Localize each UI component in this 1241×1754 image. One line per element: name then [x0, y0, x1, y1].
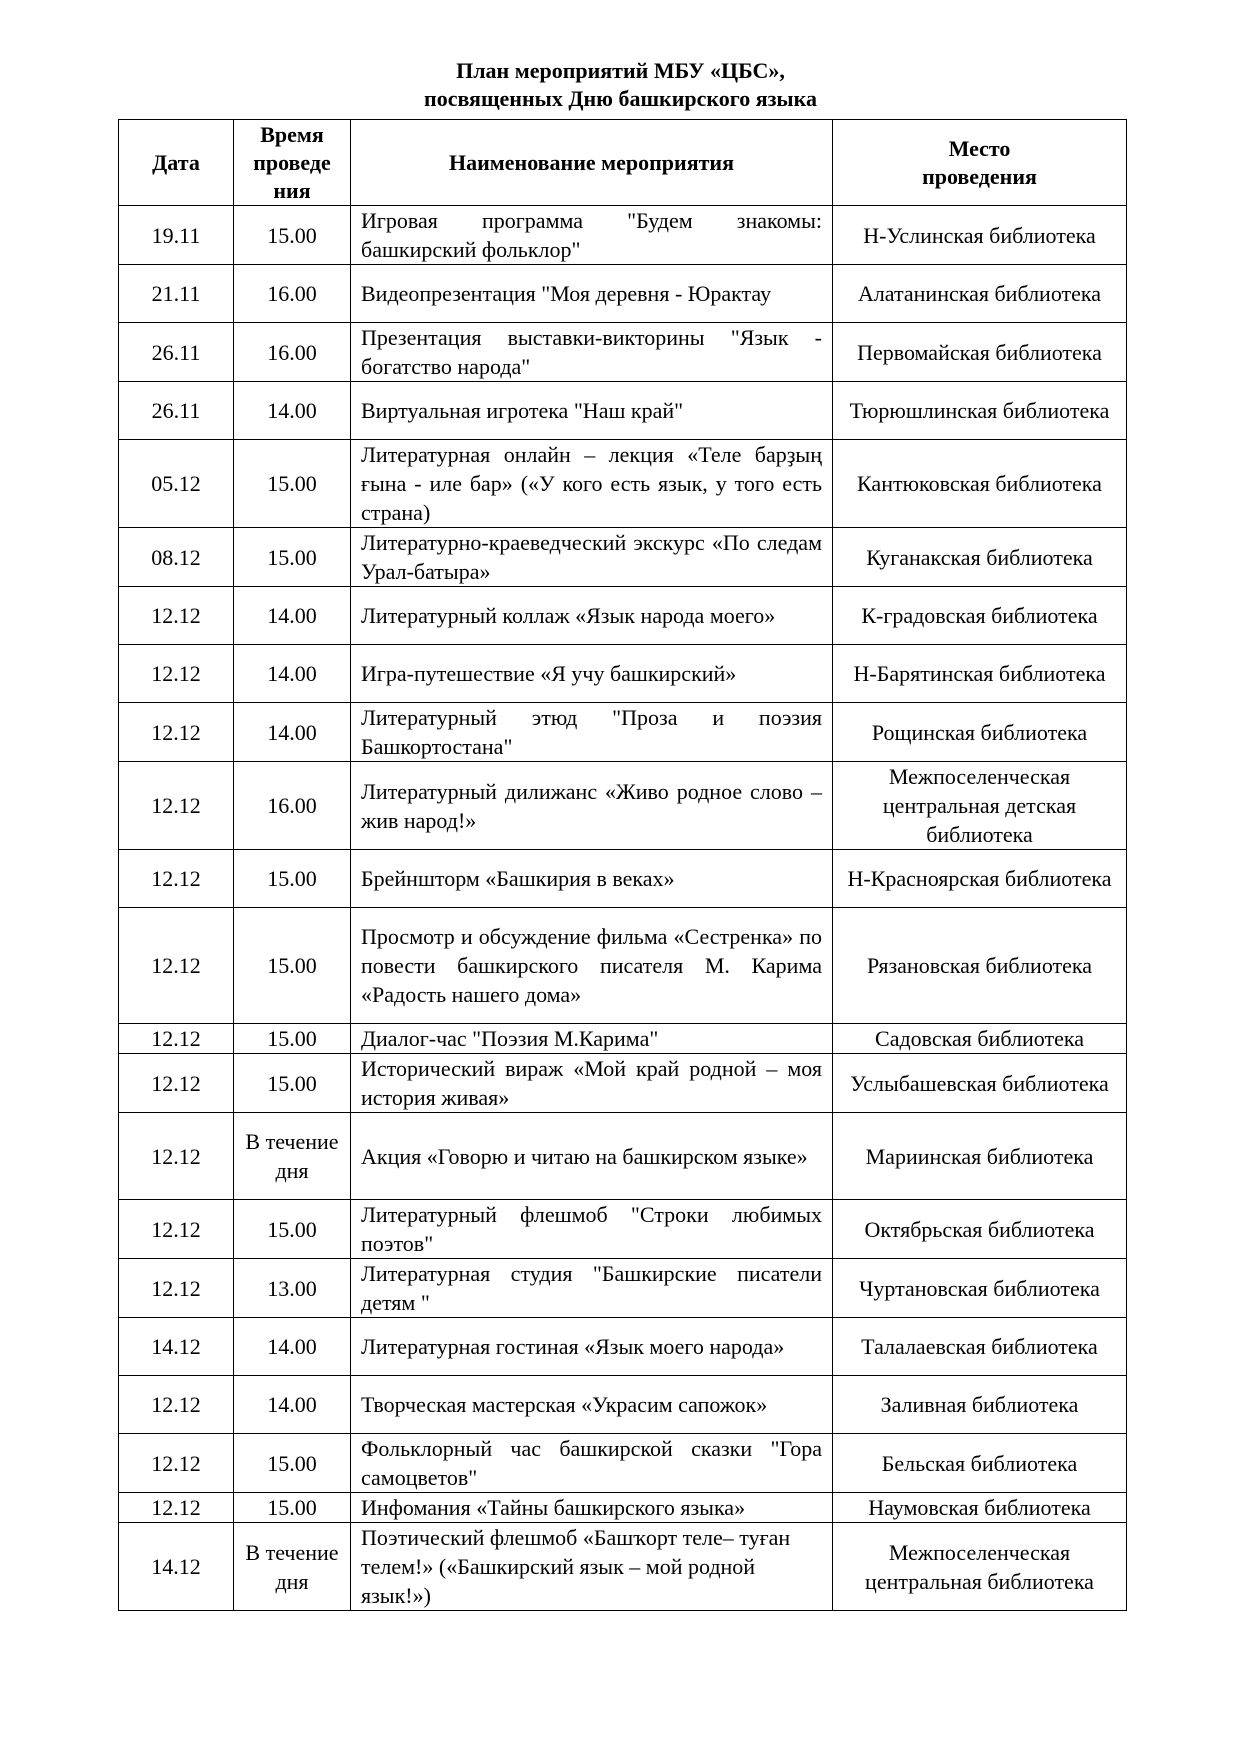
table-row — [119, 908, 1127, 1024]
cell-date: 12.12 — [119, 762, 234, 850]
cell-place: Куганакская библиотека — [833, 528, 1127, 587]
cell-time: 15.00 — [234, 850, 351, 908]
cell-event-name: Диалог-час "Поэзия М.Карима" — [351, 1024, 833, 1054]
table-row — [119, 1493, 1127, 1523]
cell-event-name: Литературная гостиная «Язык моего народа» — [351, 1318, 833, 1376]
table-row — [119, 1259, 1127, 1318]
cell-event-name: Поэтический флешмоб «Башҡорт теле– туған телем!» («Башкирский язык – мой родной язык!») — [351, 1523, 833, 1611]
cell-date: 12.12 — [119, 850, 234, 908]
cell-event-name: Инфомания «Тайны башкирского языка» — [351, 1493, 833, 1523]
cell-time: 14.00 — [234, 703, 351, 762]
cell-event-name: Просмотр и обсуждение фильма «Сестренка» по повести башкирского писателя М. Карима «Радость нашего дома» — [351, 908, 833, 1024]
table-row — [119, 703, 1127, 762]
cell-event-name: Видеопрезентация "Моя деревня - Юрактау — [351, 265, 833, 323]
cell-event-name: Литературно-краеведческий экскурс «По следам Урал-батыра» — [351, 528, 833, 587]
cell-event-name: Исторический вираж «Мой край родной – моя история живая» — [351, 1054, 833, 1113]
cell-date: 12.12 — [119, 1024, 234, 1054]
cell-place: Бельская библиотека — [833, 1434, 1127, 1493]
table-row — [119, 265, 1127, 323]
cell-time: 15.00 — [234, 1200, 351, 1259]
table-row — [119, 206, 1127, 265]
document-title — [0, 57, 1241, 113]
cell-time: 15.00 — [234, 1493, 351, 1523]
cell-place: Н-Барятинская библиотека — [833, 645, 1127, 703]
cell-place: Октябрьская библиотека — [833, 1200, 1127, 1259]
cell-event-name: Игровая программа "Будем знакомы: башкирский фольклор" — [351, 206, 833, 265]
cell-place: Тюрюшлинская библиотека — [833, 382, 1127, 440]
cell-event-name: Литературная онлайн – лекция «Теле барҙың ғына - иле бар» («У кого есть язык, у того есть страна) — [351, 440, 833, 528]
cell-time: В течение дня — [234, 1113, 351, 1200]
table-row — [119, 440, 1127, 528]
cell-event-name: Акция «Говорю и читаю на башкирском языке» — [351, 1113, 833, 1200]
cell-time: 16.00 — [234, 323, 351, 382]
cell-date: 12.12 — [119, 1376, 234, 1434]
cell-place: Н-Услинская библиотека — [833, 206, 1127, 265]
table-row — [119, 1434, 1127, 1493]
cell-time: 15.00 — [234, 1054, 351, 1113]
events-table — [118, 119, 1127, 1611]
table-row — [119, 587, 1127, 645]
header-row — [119, 120, 1127, 206]
cell-time: В течение дня — [234, 1523, 351, 1611]
cell-date: 12.12 — [119, 1259, 234, 1318]
table-row — [119, 1318, 1127, 1376]
cell-event-name: Литературный коллаж «Язык народа моего» — [351, 587, 833, 645]
header-place: Место проведения — [833, 120, 1127, 206]
cell-place: Чуртановская библиотека — [833, 1259, 1127, 1318]
cell-event-name: Брейншторм «Башкирия в веках» — [351, 850, 833, 908]
cell-date: 12.12 — [119, 1493, 234, 1523]
cell-time: 15.00 — [234, 908, 351, 1024]
title-line-2: посвященных Дню башкирского языка — [424, 86, 817, 111]
header-time: Время проведе ния — [234, 120, 351, 206]
cell-date: 26.11 — [119, 323, 234, 382]
cell-time: 15.00 — [234, 1024, 351, 1054]
cell-place: Межпоселенческая центральная библиотека — [833, 1523, 1127, 1611]
table-row — [119, 1200, 1127, 1259]
cell-place: Заливная библиотека — [833, 1376, 1127, 1434]
table-row — [119, 1054, 1127, 1113]
cell-event-name: Литературный флешмоб "Строки любимых поэтов" — [351, 1200, 833, 1259]
cell-time: 15.00 — [234, 528, 351, 587]
cell-place: Рощинская библиотека — [833, 703, 1127, 762]
cell-place: Услыбашевская библиотека — [833, 1054, 1127, 1113]
cell-date: 19.11 — [119, 206, 234, 265]
table-row — [119, 528, 1127, 587]
cell-date: 12.12 — [119, 645, 234, 703]
cell-time: 15.00 — [234, 440, 351, 528]
table-row — [119, 323, 1127, 382]
cell-event-name: Презентация выставки-викторины "Язык - богатство народа" — [351, 323, 833, 382]
cell-event-name: Игра-путешествие «Я учу башкирский» — [351, 645, 833, 703]
cell-event-name: Виртуальная игротека "Наш край" — [351, 382, 833, 440]
cell-time: 16.00 — [234, 762, 351, 850]
cell-place: Алатанинская библиотека — [833, 265, 1127, 323]
cell-date: 12.12 — [119, 587, 234, 645]
cell-place: Первомайская библиотека — [833, 323, 1127, 382]
cell-time: 15.00 — [234, 206, 351, 265]
cell-place: Талалаевская библиотека — [833, 1318, 1127, 1376]
cell-event-name: Фольклорный час башкирской сказки "Гора самоцветов" — [351, 1434, 833, 1493]
cell-date: 12.12 — [119, 1054, 234, 1113]
table-row — [119, 1523, 1127, 1611]
cell-date: 08.12 — [119, 528, 234, 587]
cell-time: 14.00 — [234, 382, 351, 440]
cell-time: 15.00 — [234, 1434, 351, 1493]
cell-place: Межпоселенческая центральная детская библиотека — [833, 762, 1127, 850]
cell-date: 05.12 — [119, 440, 234, 528]
cell-date: 12.12 — [119, 1113, 234, 1200]
cell-date: 12.12 — [119, 1434, 234, 1493]
cell-time: 14.00 — [234, 645, 351, 703]
title-line-1: План мероприятий МБУ «ЦБС», — [456, 58, 785, 83]
cell-date: 12.12 — [119, 908, 234, 1024]
cell-place: Кантюковская библиотека — [833, 440, 1127, 528]
cell-place: Садовская библиотека — [833, 1024, 1127, 1054]
cell-place: Н-Красноярская библиотека — [833, 850, 1127, 908]
header-name: Наименование мероприятия — [351, 120, 833, 206]
cell-place: К-градовская библиотека — [833, 587, 1127, 645]
cell-place: Мариинская библиотека — [833, 1113, 1127, 1200]
table-row — [119, 850, 1127, 908]
cell-time: 14.00 — [234, 587, 351, 645]
table-row — [119, 1376, 1127, 1434]
cell-date: 12.12 — [119, 1200, 234, 1259]
cell-time: 13.00 — [234, 1259, 351, 1318]
cell-event-name: Литературная студия "Башкирские писатели детям " — [351, 1259, 833, 1318]
table-row — [119, 1024, 1127, 1054]
cell-date: 12.12 — [119, 703, 234, 762]
cell-date: 14.12 — [119, 1318, 234, 1376]
cell-event-name: Творческая мастерская «Украсим сапожок» — [351, 1376, 833, 1434]
table-row — [119, 762, 1127, 850]
table-row — [119, 645, 1127, 703]
cell-time: 16.00 — [234, 265, 351, 323]
cell-time: 14.00 — [234, 1318, 351, 1376]
cell-event-name: Литературный этюд "Проза и поэзия Башкортостана" — [351, 703, 833, 762]
cell-date: 21.11 — [119, 265, 234, 323]
header-date: Дата — [119, 120, 234, 206]
cell-event-name: Литературный дилижанс «Живо родное слово – жив народ!» — [351, 762, 833, 850]
cell-time: 14.00 — [234, 1376, 351, 1434]
cell-date: 14.12 — [119, 1523, 234, 1611]
cell-date: 26.11 — [119, 382, 234, 440]
table-row — [119, 1113, 1127, 1200]
cell-place: Наумовская библиотека — [833, 1493, 1127, 1523]
table-row — [119, 382, 1127, 440]
cell-place: Рязановская библиотека — [833, 908, 1127, 1024]
